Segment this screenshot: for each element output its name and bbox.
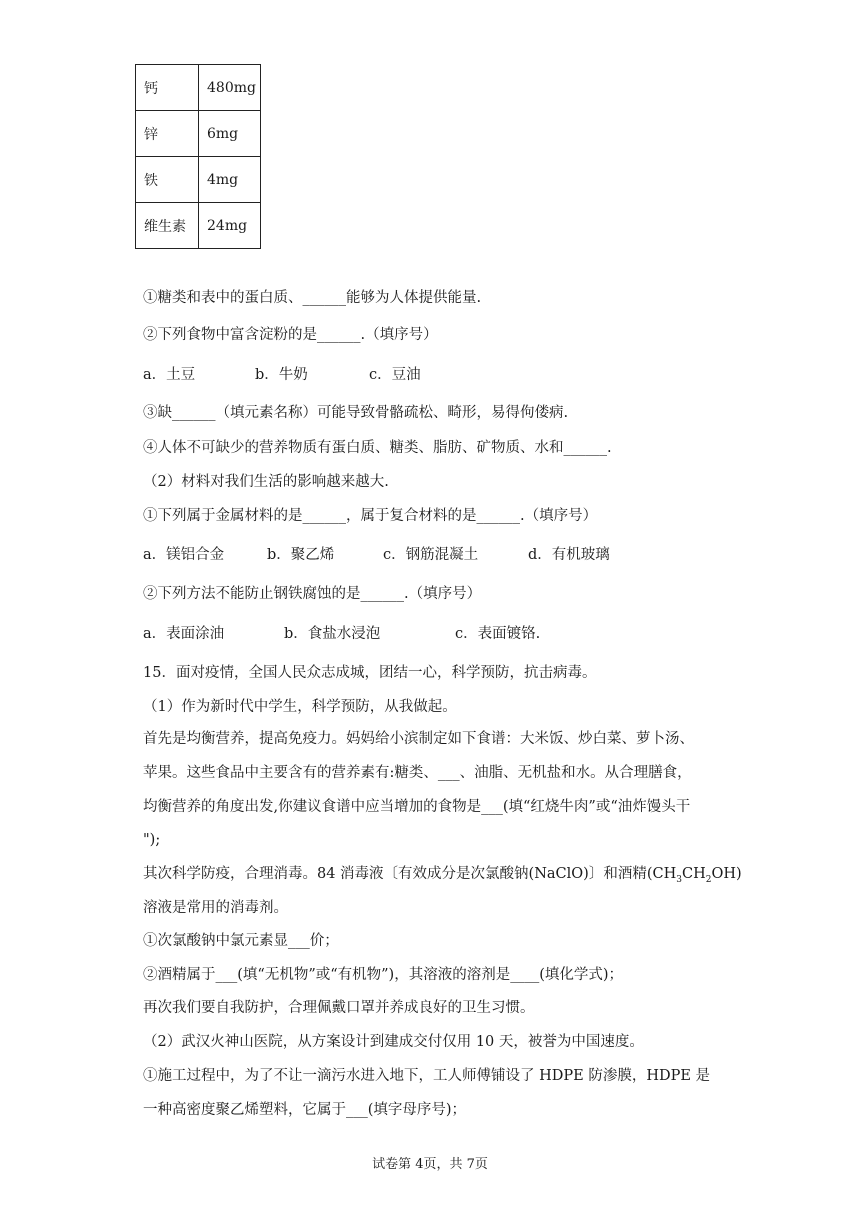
question-line: ①施工过程中，为了不让一滴污水进入地下，工人师傅铺设了 HDPE 防渗膜，HDPE 是 [143, 1068, 711, 1084]
text-segment: OH) [711, 866, 742, 882]
option-line [143, 365, 421, 385]
table-cell-name: 维生素 [136, 203, 199, 249]
question-line: ①下列属于金属材料的是______，属于复合材料的是______.（填序号） [143, 508, 598, 524]
table-cell-value: 6mg [199, 111, 261, 157]
option-c: c．豆油 [369, 367, 421, 383]
option-c: c．表面镀铬. [455, 626, 541, 642]
question-line: 再次我们要自我防护，合理佩戴口罩并养成良好的卫生习惯。 [143, 1000, 535, 1016]
subscript: 3 [676, 874, 682, 885]
text-segment: CH [681, 866, 706, 882]
table-row [136, 203, 261, 249]
question-line: "); [143, 832, 161, 848]
table-row [136, 111, 261, 157]
table-cell-value: 24mg [199, 203, 261, 249]
table-cell-name: 锌 [136, 111, 199, 157]
question-line: ③缺______（填元素名称）可能导致骨骼疏松、畸形，易得佝偻病. [143, 405, 569, 421]
question-line: （2）材料对我们生活的影响越来越大. [143, 474, 389, 490]
table-row [136, 157, 261, 203]
option-line [143, 545, 610, 565]
question-line: 溶液是常用的消毒剂。 [143, 900, 288, 916]
table-cell-name: 钙 [136, 65, 199, 111]
option-b: b．聚乙烯 [267, 547, 335, 563]
question-line: ①糖类和表中的蛋白质、______能够为人体提供能量. [143, 290, 482, 306]
option-line [143, 624, 540, 644]
question-line: ④人体不可缺少的营养物质有蛋白质、糖类、脂肪、矿物质、水和______. [143, 440, 612, 456]
question-line: ②酒精属于___(填“无机物”或“有机物”)，其溶液的溶剂是____(填化学式)； [143, 967, 624, 983]
question-line: （2）武汉火神山医院，从方案设计到建成交付仅用 10 天，被誉为中国速度。 [143, 1034, 644, 1050]
text-segment: 其次科学防疫，合理消毒。84 消毒液〔有效成分是次氯酸钠(NaClO)〕和酒精(CH [143, 866, 677, 882]
option-d: d．有机玻璃 [528, 547, 610, 563]
question-line: ②下列方法不能防止钢铁腐蚀的是______.（填序号） [143, 586, 482, 602]
question-line: ②下列食物中富含淀粉的是______.（填序号） [143, 327, 438, 343]
table-cell-name: 铁 [136, 157, 199, 203]
question-line: 一种高密度聚乙烯塑料，它属于___(填字母序号)； [143, 1102, 467, 1118]
question-line [143, 864, 742, 890]
nutrition-table [135, 64, 261, 249]
option-a: a．镁铝合金 [143, 547, 225, 563]
option-b: b．牛奶 [255, 367, 308, 383]
option-c: c．钢筋混凝土 [383, 547, 479, 563]
question-line: 苹果。这些食品中主要含有的营养素有:糖类、___、油脂、无机盐和水。从合理膳食， [143, 765, 692, 781]
question-line: 首先是均衡营养，提高免疫力。妈妈给小滨制定如下食谱：大米饭、炒白菜、萝卜汤、 [143, 731, 694, 747]
option-a: a．表面涂油 [143, 626, 225, 642]
option-a: a．土豆 [143, 367, 196, 383]
table-row [136, 65, 261, 111]
subscript: 2 [705, 874, 712, 885]
option-b: b．食盐水浸泡 [284, 626, 381, 642]
question-line: ①次氯酸钠中氯元素显___价； [143, 933, 339, 949]
table-cell-value: 4mg [199, 157, 261, 203]
question-line: 均衡营养的角度出发,你建议食谱中应当增加的食物是___(填“红烧牛肉”或“油炸馒头干 [143, 799, 691, 815]
page-footer: 试卷第 4页，共 7页 [372, 1157, 488, 1172]
question-line: 15．面对疫情，全国人民众志成城，团结一心，科学预防，抗击病毒。 [143, 665, 597, 681]
table-cell-value: 480mg [199, 65, 261, 111]
question-line: （1）作为新时代中学生，科学预防，从我做起。 [143, 699, 457, 715]
